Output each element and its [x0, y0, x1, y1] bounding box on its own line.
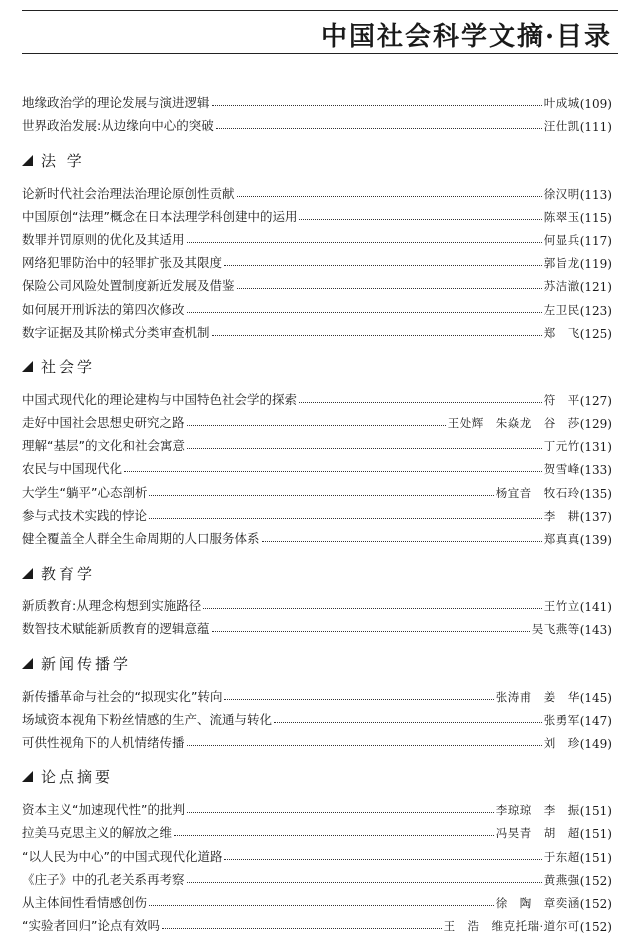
toc-entry[interactable] — [22, 248, 612, 271]
article-title: 世界政治发展:从边缘向中心的突破 — [22, 118, 214, 134]
dotted-leader — [187, 882, 542, 883]
article-author: 徐 陶 章奕涵 — [495, 895, 580, 910]
dotted-leader — [187, 312, 542, 313]
page-number: (133) — [579, 463, 612, 478]
article-author: 徐汉明 — [543, 186, 580, 201]
page-number: (152) — [579, 873, 612, 888]
dotted-leader — [187, 745, 542, 746]
article-author: 张勇军 — [543, 712, 580, 727]
article-author: 汪仕凯 — [543, 119, 580, 134]
toc-entry[interactable] — [22, 888, 612, 911]
section-title: 社会学 — [41, 358, 96, 377]
dotted-leader — [124, 471, 542, 472]
page-number: (147) — [579, 713, 612, 728]
toc-entry[interactable] — [22, 841, 612, 864]
article-title: 数罪并罚原则的优化及其适用 — [22, 231, 185, 247]
article-author: 左卫民 — [543, 302, 580, 317]
article-author: 李琼琼 李 振 — [495, 803, 580, 818]
dotted-leader — [299, 402, 542, 403]
article-author: 贺雪峰 — [543, 462, 580, 477]
article-author: 王竹立 — [543, 599, 580, 614]
page-number: (141) — [579, 600, 612, 615]
article-author: 郑 飞 — [543, 325, 580, 340]
toc-entry[interactable] — [22, 614, 612, 637]
section-heading — [22, 651, 612, 675]
article-title: 参与式技术实践的悖论 — [22, 507, 148, 523]
page-number: (143) — [579, 623, 612, 638]
article-author: 李 耕 — [543, 508, 580, 523]
dotted-leader — [237, 196, 542, 197]
section-title: 新闻传播学 — [41, 654, 132, 673]
article-title: 网络犯罪防治中的轻罪扩张及其限度 — [22, 255, 223, 271]
toc-entry[interactable] — [22, 454, 612, 477]
article-title: 理解“基层”的文化和社会寓意 — [22, 438, 185, 454]
page-header — [22, 10, 618, 54]
dotted-leader — [187, 242, 542, 243]
article-title: 论新时代社会治理法治理论原创性贡献 — [22, 185, 235, 201]
page-number: (129) — [579, 417, 612, 432]
article-author: 王处辉 朱焱龙 谷 莎 — [447, 416, 580, 431]
article-author: 叶成城 — [543, 96, 580, 111]
article-author: 王 浩 维克托瑞·道尔可 — [443, 919, 580, 934]
article-title: 保险公司风险处置制度新近发展及借鉴 — [22, 278, 235, 294]
article-title: 健全覆盖全人群全生命周期的人口服务体系 — [22, 531, 260, 546]
dotted-leader — [149, 495, 493, 496]
article-title: 可供性视角下的人机情绪传播 — [22, 734, 185, 750]
article-author: 符 平 — [543, 392, 580, 407]
article-title: 新质教育:从理念构想到实施路径 — [22, 598, 202, 614]
dotted-leader — [149, 905, 494, 906]
toc-entry[interactable] — [22, 294, 612, 317]
article-title: 数智技术赋能新质教育的逻辑意蕴 — [22, 621, 210, 637]
page-number: (137) — [579, 509, 612, 524]
toc-entry[interactable] — [22, 728, 612, 751]
dotted-leader — [224, 265, 542, 266]
dotted-leader — [203, 608, 542, 609]
toc-entry[interactable] — [22, 88, 612, 111]
triangle-marker-icon — [22, 361, 33, 372]
dotted-leader — [224, 859, 541, 860]
page-number: (109) — [579, 97, 612, 112]
article-title: 新传播革命与社会的“拟现实化”转向 — [22, 688, 223, 704]
page-number: (123) — [579, 303, 612, 318]
page-number: (151) — [579, 850, 612, 865]
dotted-leader — [187, 425, 446, 426]
toc-entry[interactable] — [22, 385, 612, 408]
page-number: (121) — [579, 280, 612, 295]
section-heading — [22, 561, 612, 585]
page-number: (139) — [579, 533, 612, 547]
page-number: (119) — [579, 257, 612, 272]
article-author: 吴飞燕等 — [531, 622, 580, 637]
page-number: (111) — [579, 120, 612, 135]
article-author: 刘 珍 — [543, 735, 580, 750]
toc-entry[interactable] — [22, 408, 612, 431]
toc-entry[interactable] — [22, 911, 612, 934]
section-title: 论点摘要 — [41, 768, 114, 787]
article-author: 冯昊青 胡 超 — [495, 826, 580, 841]
section-title: 法 学 — [41, 151, 85, 170]
dotted-leader — [237, 288, 542, 289]
article-author: 杨宜音 牧石玲 — [495, 485, 580, 500]
section-title: 教育学 — [41, 564, 96, 583]
dotted-leader — [216, 128, 542, 129]
article-author: 黄燕强 — [543, 872, 580, 887]
dotted-leader — [212, 105, 542, 106]
toc-entry[interactable] — [22, 225, 612, 248]
article-title: 中国原创“法理”概念在日本法理学科创建中的运用 — [22, 208, 298, 224]
toc-entry[interactable] — [22, 681, 612, 704]
dotted-leader — [162, 928, 442, 929]
triangle-marker-icon — [22, 568, 33, 579]
page-number: (149) — [579, 736, 612, 751]
dotted-leader — [212, 631, 530, 632]
toc-entry[interactable] — [22, 477, 612, 500]
toc-entry[interactable] — [22, 271, 612, 294]
article-title: 如何展开刑诉法的第四次修改 — [22, 301, 185, 317]
dotted-leader — [262, 541, 542, 542]
page-number: (135) — [579, 486, 612, 501]
article-title: 拉美马克思主义的解放之维 — [22, 825, 173, 841]
toc-entry[interactable] — [22, 431, 612, 454]
toc-entry[interactable] — [22, 818, 612, 841]
page-number: (125) — [579, 326, 612, 341]
dotted-leader — [224, 699, 493, 700]
table-of-contents — [22, 88, 612, 934]
article-author: 陈翠玉 — [543, 209, 580, 224]
section-heading — [22, 148, 612, 172]
article-title: 《庄子》中的孔老关系再考察 — [22, 871, 185, 887]
toc-entry[interactable] — [22, 178, 612, 201]
page-number: (151) — [579, 804, 612, 819]
article-author: 于东超 — [543, 849, 580, 864]
article-title: 中国式现代化的理论建构与中国特色社会学的探索 — [22, 391, 298, 407]
article-title: 场域资本视角下粉丝情感的生产、流通与转化 — [22, 711, 273, 727]
article-author: 何显兵 — [543, 232, 580, 247]
article-title: 数字证据及其阶梯式分类审查机制 — [22, 324, 210, 340]
dotted-leader — [174, 835, 494, 836]
article-author: 郑真真 — [543, 532, 580, 546]
article-title: 地缘政治学的理论发展与演进逻辑 — [22, 95, 210, 111]
article-author: 郭旨龙 — [543, 256, 580, 271]
page-number: (115) — [579, 210, 612, 225]
article-title: “以人民为中心”的中国式现代化道路 — [22, 848, 223, 864]
article-title: 农民与中国现代化 — [22, 461, 123, 477]
page-number: (131) — [579, 440, 612, 455]
article-title: 从主体间性看情感创伤 — [22, 894, 148, 910]
dotted-leader — [274, 722, 542, 723]
article-title: 资本主义“加速现代性”的批判 — [22, 802, 185, 818]
dotted-leader — [299, 219, 541, 220]
article-title: 走好中国社会思想史研究之路 — [22, 415, 185, 431]
section-heading — [22, 355, 612, 379]
article-title: 大学生“躺平”心态剖析 — [22, 484, 148, 500]
triangle-marker-icon — [22, 155, 33, 166]
page-number: (152) — [579, 920, 612, 934]
dotted-leader — [187, 812, 494, 813]
toc-entry[interactable] — [22, 795, 612, 818]
triangle-marker-icon — [22, 658, 33, 669]
dotted-leader — [187, 448, 542, 449]
toc-entry[interactable] — [22, 111, 612, 134]
article-author: 张涛甫 姜 华 — [495, 689, 580, 704]
article-author: 苏洁澈 — [543, 279, 580, 294]
triangle-marker-icon — [22, 771, 33, 782]
article-author: 丁元竹 — [543, 439, 580, 454]
toc-entry[interactable] — [22, 865, 612, 888]
article-title: “实验者回归”论点有效吗 — [22, 918, 160, 934]
section-heading — [22, 765, 612, 789]
page-number: (145) — [579, 690, 612, 705]
dotted-leader — [149, 518, 542, 519]
toc-entry[interactable] — [22, 705, 612, 728]
toc-entry[interactable] — [22, 591, 612, 614]
page-number: (113) — [579, 187, 612, 202]
page-number: (151) — [579, 827, 612, 842]
toc-entry[interactable] — [22, 501, 612, 524]
dotted-leader — [212, 335, 542, 336]
journal-title: 中国社会科学文摘·目录 — [320, 22, 612, 52]
page-number: (127) — [579, 393, 612, 408]
page-number: (152) — [579, 896, 612, 911]
page-number: (117) — [579, 233, 612, 248]
toc-entry[interactable] — [22, 318, 612, 341]
toc-entry[interactable] — [22, 524, 612, 547]
toc-entry[interactable] — [22, 202, 612, 225]
